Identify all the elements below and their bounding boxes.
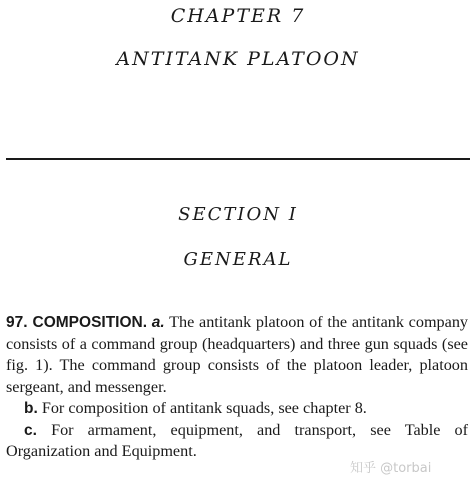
divider-rule (6, 158, 470, 160)
subparagraph-c-letter: c. (24, 421, 37, 439)
subparagraph-b-letter: b. (24, 400, 38, 417)
subparagraph-a-text: The antitank platoon of the antitank company consists of a command group (headquarters) and three gun squads (see fig. 1). The command group consists of the platoon leader, platoon sergeant, and messenger. (6, 313, 469, 396)
subparagraph-c-text: For armament, equipment, and transport, see Table of Organization and Equipment. (6, 420, 469, 460)
watermark: 知乎 @torbai (350, 461, 432, 476)
subparagraph-c (6, 420, 468, 463)
chapter-title: ANTITANK PLATOON (116, 48, 360, 70)
paragraph-heading: 97. COMPOSITION. (6, 314, 148, 331)
subparagraph-a (6, 312, 468, 398)
chapter-label: CHAPTER 7 (170, 5, 306, 27)
subparagraph-b (6, 398, 468, 420)
composition-paragraph (6, 312, 468, 463)
section-label: SECTION I (178, 204, 298, 225)
subparagraph-a-letter: a. (151, 314, 165, 331)
subparagraph-b-text: For composition of antitank squads, see chapter 8. (41, 399, 367, 417)
section-title: GENERAL (183, 249, 293, 270)
